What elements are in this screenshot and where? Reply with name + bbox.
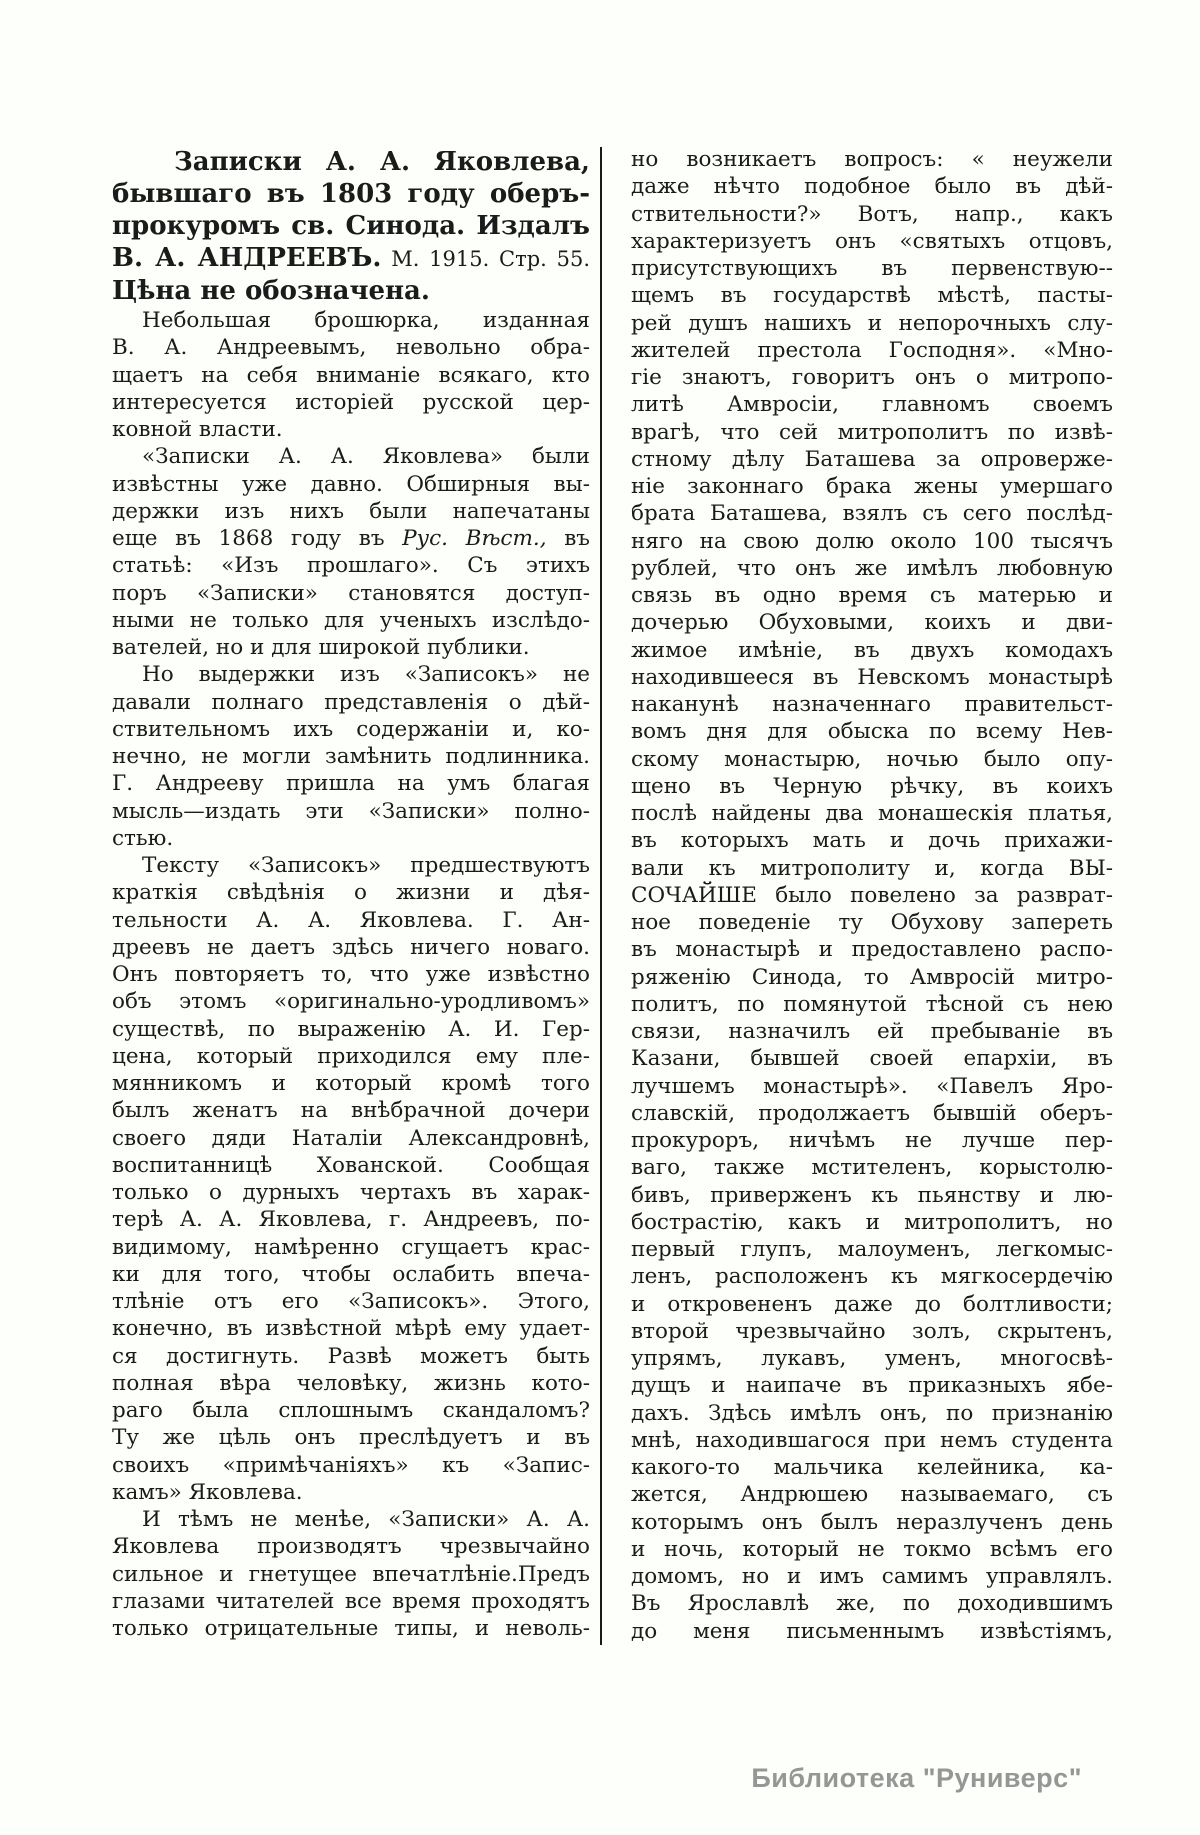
text-line: жимое имѣніе, въ двухъ комодахъ [631, 637, 1113, 663]
text-line: вали къ митрополиту и, когда ВЫ- [631, 855, 1113, 881]
text-line: Г. Андрееву пришла на умъ благая [112, 771, 590, 797]
text-line: глазами читателей все время проходятъ [112, 1588, 590, 1614]
text-line: прокуроръ, ничѣмъ не лучше пер- [631, 1128, 1113, 1153]
watermark-runivers: Библиотека "Руниверс" [751, 1763, 1082, 1793]
text-line: жителей престола Господня». «Мно- [631, 337, 1113, 363]
text-line: какого-то мальчика келейника, ка- [631, 1455, 1113, 1480]
text-line: краткія свѣдѣнія о жизни и дѣя- [112, 880, 590, 906]
text-line: рей душъ нашихъ и непорочныхъ слу- [631, 310, 1113, 336]
text-line: давали полнаго представленія о дѣй- [112, 689, 590, 715]
text-line: раго была сплошнымъ скандаломъ? [112, 1398, 590, 1423]
text-line: упрямъ, лукавъ, уменъ, многосвѣ- [631, 1346, 1113, 1371]
heading-line: Записки А. А. Яковлева, [174, 147, 590, 177]
text-line: лучшемъ монастырѣ». «Павелъ Яро- [631, 1073, 1113, 1099]
text-line: интересуется исторіей русской цер- [112, 389, 590, 415]
text-line: ковной власти. [112, 417, 283, 442]
text-line: гіе знаютъ, говоритъ онъ о митропо- [631, 365, 1113, 390]
text-line: литѣ Амвросіи, главномъ своемъ [631, 392, 1113, 418]
text-line: камъ» Яковлева. [112, 1479, 303, 1505]
heading-line: прокуромъ св. Синода. Издалъ [112, 211, 590, 241]
text-line: ніе законнаго брака жены умершаго [631, 474, 1113, 499]
text-line: политъ, по помянутой тѣсной съ нею [631, 991, 1113, 1017]
text-line: ки для того, чтобы ослабить впеча- [112, 1261, 590, 1287]
text-line: Небольшая брошюрка, изданная [142, 308, 590, 333]
text-line: въ которыхъ мать и дочь прихажи- [631, 828, 1113, 854]
heading-line [112, 242, 590, 275]
text-line: Ту же цѣль онъ преслѣдуетъ и въ [112, 1425, 590, 1451]
text-line: связи, назначилъ ей пребываніе въ [631, 1019, 1113, 1044]
text-line: въ монастырѣ и предоставлено распо- [631, 937, 1113, 963]
text-line: тлѣніе отъ его «Записокъ». Этого, [112, 1289, 590, 1314]
text-line: Въ Ярославлѣ же, по доходившимъ [631, 1591, 1113, 1617]
text-line: бострастію, какъ и митрополитъ, но [631, 1209, 1113, 1235]
text-line: стью. [112, 825, 174, 851]
left-column [112, 146, 590, 1642]
text-line: Но выдержки изъ «Записокъ» не [142, 662, 590, 688]
text-line: статьѣ: «Изъ прошлаго». Съ этихъ [112, 553, 590, 579]
right-column [631, 146, 1113, 1645]
text-line: вателей, но и для широкой публики. [112, 635, 530, 660]
text-line: ное поведеніе ту Обухову запереть [631, 910, 1113, 935]
column-divider-rule [600, 147, 602, 1645]
text-line: ся достигнуть. Развѣ можетъ быть [112, 1343, 590, 1369]
text-line: своихъ «примѣчаніяхъ» къ «Запис- [112, 1452, 590, 1478]
text-line: первый глупъ, малоуменъ, легкомыс- [631, 1237, 1113, 1262]
text-line: воспитанницѣ Хованской. Сообщая [112, 1152, 590, 1178]
text-line [112, 525, 590, 552]
text-line: щемъ въ государствѣ мѣстѣ, пасты- [631, 283, 1113, 309]
text-line: ряженію Синода, то Амвросій митро- [631, 964, 1113, 990]
text-line: дахъ. Здѣсь имѣлъ онъ, по признанію [631, 1400, 1113, 1426]
text-line: видимому, намѣренно сгущаетъ крас- [112, 1234, 590, 1260]
text-run: еще въ 1868 году въ [112, 526, 403, 551]
text-line: второй чрезвычайно золъ, скрытенъ, [631, 1318, 1113, 1344]
text-line: до меня письменнымъ извѣстіямъ, [631, 1618, 1113, 1644]
text-line: вомъ дня для обыска по всему Нев- [631, 719, 1113, 745]
text-line: даже нѣчто подобное было въ дѣй- [631, 174, 1113, 200]
text-line: домомъ, но и имъ самимъ управлялъ. [631, 1564, 1113, 1589]
text-line: мнѣ, находившагося при немъ студента [631, 1427, 1113, 1453]
text-line: характеризуетъ онъ «святыхъ отцовъ, [631, 228, 1113, 254]
text-run: Рус. Вѣст., [402, 526, 547, 551]
text-line: только отрицательные типы, и неволь- [112, 1616, 590, 1641]
text-line: которымъ онъ былъ неразлученъ день [631, 1509, 1113, 1535]
text-line: ствительномъ ихъ содержаніи и, ко- [112, 716, 590, 742]
text-line: присутствующихъ въ первенствую-- [631, 256, 1113, 281]
text-line: И тѣмъ не менѣе, «Записки» А. А. [142, 1507, 590, 1532]
text-line: дочерью Обуховыми, коихъ и дви- [631, 610, 1113, 636]
text-line: сильное и гнетущее впечатлѣніе.Предъ [112, 1561, 590, 1587]
heading-line: бывшаго въ 1803 году оберъ- [112, 179, 590, 209]
text-line: былъ женатъ на внѣбрачной дочери [112, 1098, 590, 1124]
text-line: Казани, бывшей своей епархіи, въ [631, 1046, 1113, 1072]
text-line: брата Баташева, взялъ съ сего послѣд- [631, 501, 1113, 527]
text-line: извѣстны уже давно. Обширныя вы- [112, 471, 590, 497]
text-line: ленъ, расположенъ къ мягкосердечію [631, 1264, 1113, 1290]
text-line: дущъ и наипаче въ приказныхъ ябе- [631, 1373, 1113, 1399]
text-line: врагѣ, что сей митрополитъ по извѣ- [631, 419, 1113, 445]
text-line: поръ «Записки» становятся доступ- [112, 580, 590, 606]
text-line: славскій, продолжаетъ бывшій оберъ- [631, 1100, 1113, 1126]
text-line: жется, Андрюшею называемаго, съ [631, 1482, 1113, 1508]
text-line: стному дѣлу Баташева за опроверже- [631, 446, 1113, 472]
text-line: щаетъ на себя вниманіе всякаго, кто [112, 362, 590, 388]
text-line: цена, который приходился ему пле- [112, 1043, 590, 1069]
text-line: Яковлева производятъ чрезвычайно [112, 1534, 590, 1560]
text-line: «Записки А. А. Яковлева» были [142, 444, 590, 470]
text-line: полная вѣра человѣку, жизнь кото- [112, 1370, 590, 1396]
text-line: Онъ повторяетъ то, что уже извѣстно [112, 962, 590, 987]
text-line: дреевъ не даетъ здѣсь ничего новаго. [112, 934, 590, 960]
text-line: тельности А. А. Яковлева. Г. Ан- [112, 907, 590, 933]
text-line: Тексту «Записокъ» предшествуютъ [142, 853, 590, 878]
text-line: и откровененъ даже до болтливости; [631, 1291, 1113, 1317]
text-line: скому монастырю, ночью было опу- [631, 746, 1113, 772]
text-line: ствительности?» Вотъ, напр., какъ [631, 201, 1113, 227]
text-line: ваго, также мстителенъ, корыстолю- [631, 1155, 1113, 1181]
text-line: существѣ, по выраженію А. И. Гер- [112, 1016, 590, 1042]
text-line: объ этомъ «оригинально-уродливомъ» [112, 989, 590, 1015]
heading-line: Цѣна не обозначена. [112, 276, 430, 306]
text-line: держки изъ нихъ были напечатаны [112, 498, 590, 524]
text-line: няго на свою долю около 100 тысячъ [631, 528, 1113, 554]
text-line: послѣ найдены два монашескія платья, [631, 801, 1113, 826]
text-line: мянникомъ и который кромѣ того [112, 1071, 590, 1096]
text-line: терѣ А. А. Яковлева, г. Андреевъ, по- [112, 1207, 590, 1233]
text-line: находившееся въ Невскомъ монастырѣ [631, 664, 1113, 690]
text-line: В. А. Андреевымъ, невольно обра- [112, 335, 590, 361]
text-line: но возникаетъ вопросъ: « неужели [631, 147, 1113, 172]
text-run: въ [546, 526, 590, 551]
text-run: М. 1915. Стр. 55. [381, 247, 590, 271]
text-line: конечно, въ извѣстной мѣрѣ ему удает- [112, 1316, 590, 1342]
text-line: нечно, не могли замѣнить подлинника. [112, 744, 590, 769]
text-line: ными не только для ученыхъ изслѣдо- [112, 607, 590, 633]
text-line: только о дурныхъ чертахъ въ харак- [112, 1180, 590, 1205]
text-line: связь въ одно время съ матерью и [631, 583, 1113, 608]
text-line: рублей, что онъ же имѣлъ любовную [631, 555, 1113, 581]
text-line: бивъ, приверженъ къ пьянству и лю- [631, 1182, 1113, 1208]
text-line: наканунѣ назначеннаго правительст- [631, 692, 1113, 717]
text-run: В. А. АНДРЕЕВЪ. [112, 243, 382, 273]
text-line: щено въ Черную рѣчку, въ коихъ [631, 773, 1113, 799]
text-line: СОЧАЙШЕ было повелено за разврат- [631, 882, 1113, 908]
text-line: и ночь, который не токмо всѣмъ его [631, 1536, 1113, 1562]
text-line: своего дяди Наталіи Александровнѣ, [112, 1125, 590, 1151]
text-line: мысль—издать эти «Записки» полно- [112, 798, 590, 824]
